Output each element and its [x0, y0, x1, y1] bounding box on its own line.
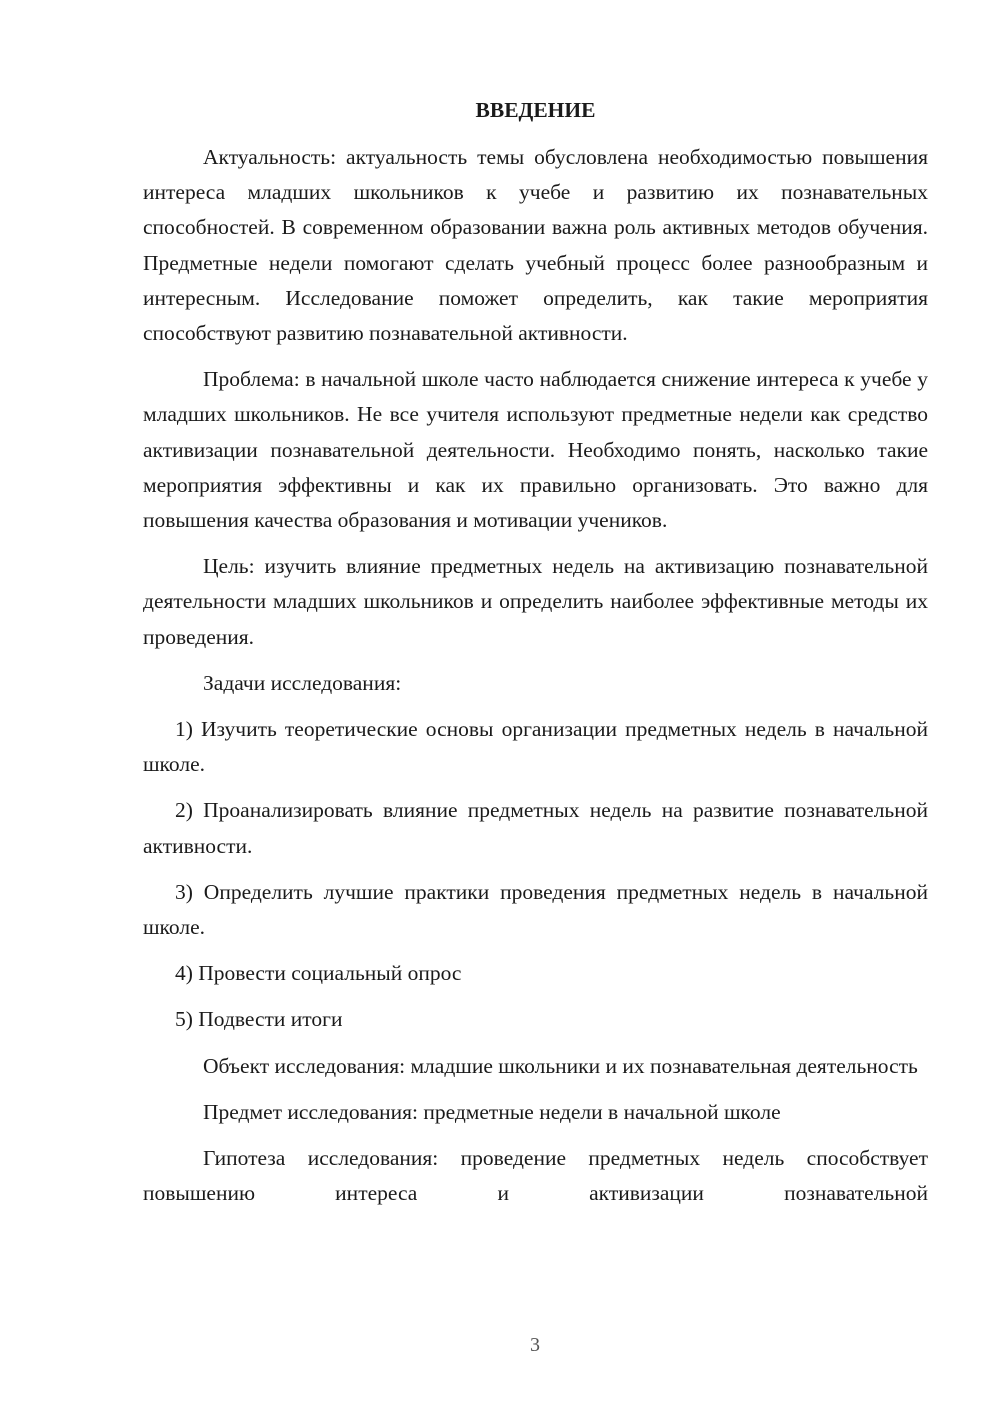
page-number: 3: [530, 1334, 540, 1356]
task-item-3: 3) Определить лучшие практики проведения предметных недель в начальной школе.: [143, 879, 928, 940]
task-item-5: 5) Подвести итоги: [175, 1007, 343, 1032]
section-title: ВВЕДЕНИЕ: [475, 98, 596, 122]
paragraph-relevance: Актуальность: актуальность темы обусловлена необходимостью повышения интереса младших школьников к учебе и развитию их познавательных способностей. В современном образовании важна роль активных методов обучения. Предметные недели помогают сделать учебный процесс более разнообразным и интересным. Исследование поможет определить, как такие мероприятия способствуют развитию познавательной активности.: [143, 145, 928, 346]
task-item-1: 1) Изучить теоретические основы организации предметных недель в начальной школе.: [143, 717, 928, 777]
tasks-heading: Задачи исследования:: [203, 670, 402, 695]
paragraph-subject: Предмет исследования: предметные недели в начальной школе: [203, 1099, 781, 1124]
paragraph-goal: Цель: изучить влияние предметных недель на активизацию познавательной деятельности младших школьников и определить наиболее эффективные методы их проведения.: [143, 554, 928, 649]
task-item-4: 4) Провести социальный опрос: [175, 961, 462, 986]
paragraph-object: Объект исследования: младшие школьники и их познавательная деятельность: [203, 1053, 918, 1078]
task-item-2: 2) Проанализировать влияние предметных недель на развитие познавательной активности.: [143, 798, 928, 858]
paragraph-hypothesis: Гипотеза исследования: проведение предметных недель способствует повышению интереса и активизации познавательной: [143, 1146, 928, 1206]
paragraph-problem: Проблема: в начальной школе часто наблюдается снижение интереса к учебе у младших школьников. Не все учителя используют предметные недели как средство активизации познавательной деятельности. Необходимо понять, насколько такие мероприятия эффективны и как их правильно организовать. Это важно для повышения качества образования и мотивации учеников.: [143, 367, 928, 533]
page-content: [143, 90, 928, 1222]
